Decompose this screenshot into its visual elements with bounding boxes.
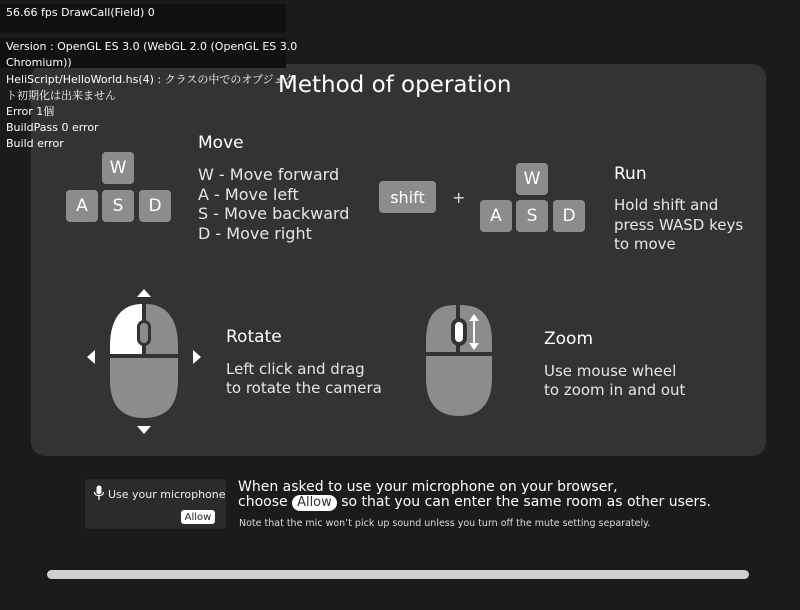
key-w: W (102, 152, 134, 184)
rotate-line-1: Left click and drag (226, 360, 365, 378)
debug-script-1: HeliScript/HelloWorld.hs(4) : クラスの中でのオブジェク (6, 73, 296, 86)
debug-version-1: Version : OpenGL ES 3.0 (WebGL 2.0 (OpenGL ES 3.0 (6, 40, 298, 53)
key-shift: shift (379, 181, 436, 213)
debug-build-error: Build error (6, 137, 64, 150)
rotate-mouse-icon (84, 280, 204, 442)
allow-button[interactable]: Allow (181, 510, 215, 524)
panel-title: Method of operation (278, 72, 512, 98)
rotate-heading: Rotate (226, 327, 282, 347)
move-line-a: A - Move left (198, 185, 299, 204)
run-key-d: D (553, 200, 585, 232)
run-key-a: A (480, 200, 512, 232)
debug-version-2: Chromium)) (6, 56, 72, 69)
zoom-mouse-icon (420, 300, 500, 420)
allow-pill: Allow (292, 495, 337, 511)
zoom-line-1: Use mouse wheel (544, 362, 677, 380)
run-key-w: W (516, 163, 548, 195)
microphone-card (85, 479, 226, 529)
mic-notice-line-2 (238, 494, 711, 511)
microphone-icon (93, 485, 105, 501)
zoom-line-2: to zoom in and out (544, 381, 686, 399)
move-line-w: W - Move forward (198, 165, 340, 184)
run-heading: Run (614, 164, 647, 184)
run-line-3: to move (614, 235, 676, 253)
key-s: S (102, 190, 134, 222)
microphone-label: Use your microphone (108, 488, 226, 501)
key-a: A (66, 190, 98, 222)
run-line-2: press WASD keys (614, 216, 744, 234)
mic-notice-line-1: When asked to use your microphone on your browser, (238, 479, 618, 495)
debug-script-2: ト初期化は出来ません (6, 89, 116, 102)
debug-build-pass: BuildPass 0 error (6, 121, 99, 134)
run-key-s: S (516, 200, 548, 232)
move-line-d: D - Move right (198, 224, 312, 243)
rotate-line-2: to rotate the camera (226, 379, 382, 397)
mic-notice-pre: choose (238, 494, 288, 510)
zoom-heading: Zoom (544, 329, 594, 349)
debug-error-count: Error 1個 (6, 105, 55, 118)
plus-sign: + (452, 188, 466, 207)
horizontal-scrollbar[interactable] (47, 570, 749, 579)
mute-note: Note that the mic won’t pick up sound unless you turn off the mute setting separately. (239, 518, 651, 529)
move-heading: Move (198, 133, 244, 153)
debug-fps: 56.66 fps DrawCall(Field) 0 (6, 6, 155, 19)
run-line-1: Hold shift and (614, 196, 719, 214)
mic-notice-post: so that you can enter the same room as other users. (341, 494, 711, 510)
move-line-s: S - Move backward (198, 204, 350, 223)
key-d: D (139, 190, 171, 222)
